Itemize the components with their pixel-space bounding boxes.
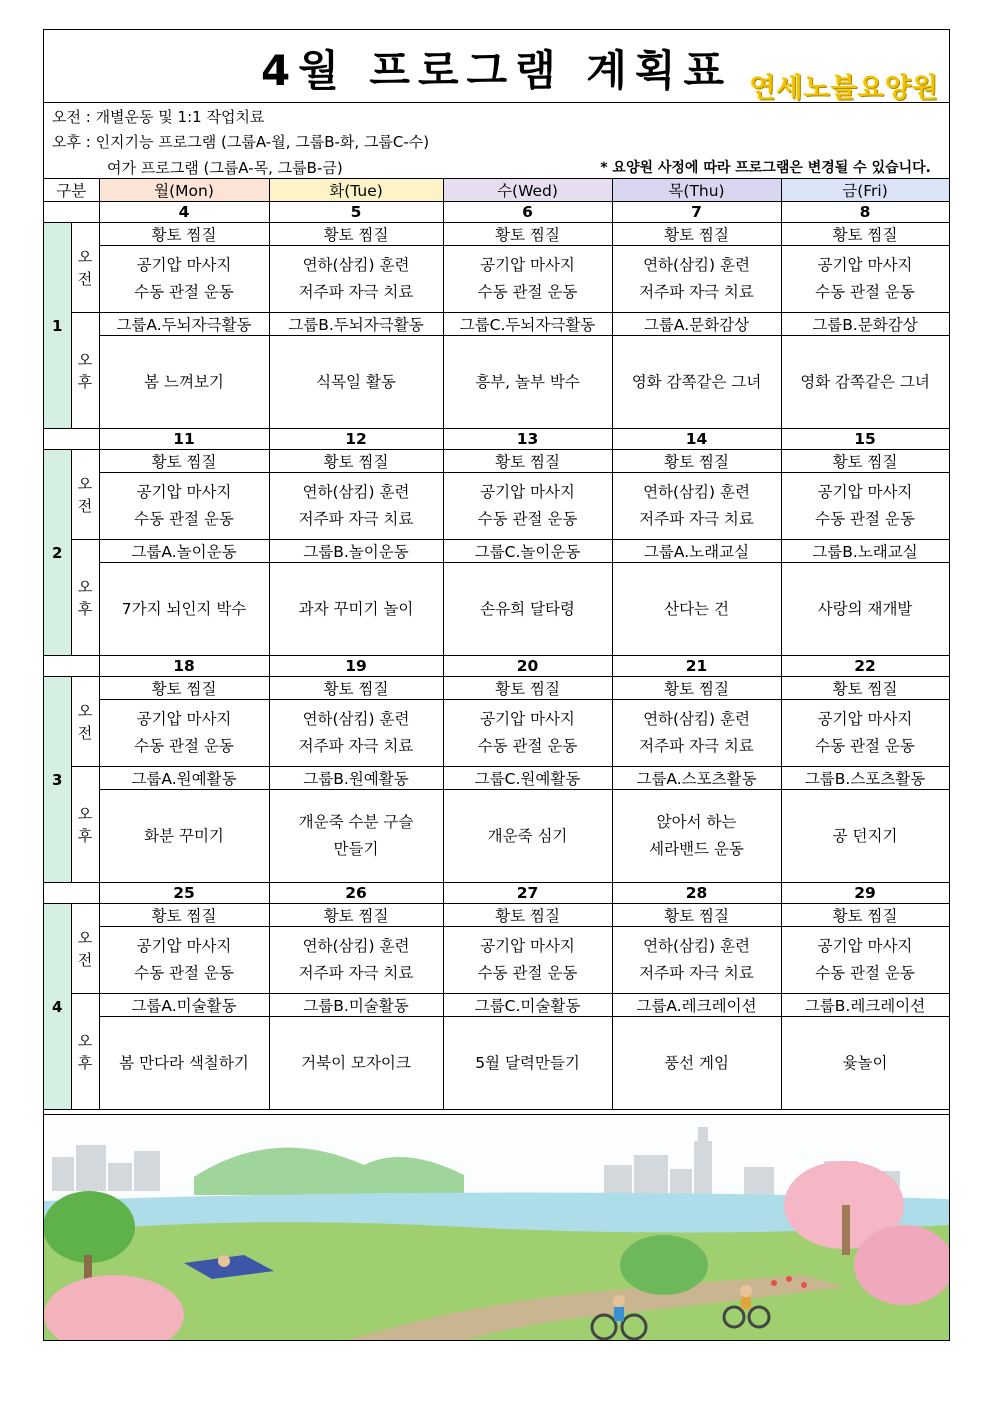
am-top-cell: 황토 찜질: [269, 450, 443, 473]
period-label-am: 오 전: [71, 904, 99, 994]
date-cell: 15: [781, 429, 949, 450]
pm-row-main: [44, 563, 949, 656]
period-label-pm: 오 후: [71, 313, 99, 429]
date-cell: 26: [269, 883, 443, 904]
am-top-cell: 황토 찜질: [269, 904, 443, 927]
pm-group-cell: 그룹A.미술활동: [99, 994, 269, 1017]
pm-group-cell: 그룹A.레크레이션: [612, 994, 781, 1017]
date-cell: 27: [443, 883, 612, 904]
note-am: 오전 : 개별운동 및 1:1 작업치료: [52, 108, 265, 126]
am-row-top: [44, 677, 949, 700]
am-top-cell: 황토 찜질: [612, 450, 781, 473]
pm-row-main: [44, 336, 949, 429]
pm-main-cell: 영화 감쪽같은 그녀: [781, 336, 949, 429]
am-top-cell: 황토 찜질: [781, 450, 949, 473]
pm-main-cell: 7가지 뇌인지 박수: [99, 563, 269, 656]
date-cell: 12: [269, 429, 443, 450]
pm-main-cell: 화분 꾸미기: [99, 790, 269, 883]
am-top-cell: 황토 찜질: [612, 223, 781, 246]
date-cell: 7: [612, 202, 781, 223]
period-label-pm: 오 후: [71, 767, 99, 883]
pm-main-cell: 개운죽 심기: [443, 790, 612, 883]
pm-main-cell: 식목일 활동: [269, 336, 443, 429]
pm-row-group: [44, 313, 949, 336]
title-row: [44, 30, 949, 103]
pm-main-cell: 영화 감쪽같은 그녀: [612, 336, 781, 429]
header-day: 월(Mon): [99, 179, 269, 202]
pm-row-main: [44, 1017, 949, 1110]
am-main-cell: 공기압 마사지 수동 관절 운동: [443, 700, 612, 767]
am-main-cell: 공기압 마사지 수동 관절 운동: [781, 473, 949, 540]
date-cell: 20: [443, 656, 612, 677]
date-cell: 4: [99, 202, 269, 223]
am-main-cell: 공기압 마사지 수동 관절 운동: [99, 927, 269, 994]
pm-group-cell: 그룹A.원예활동: [99, 767, 269, 790]
pm-row-group: [44, 767, 949, 790]
pm-main-cell: 윷놀이: [781, 1017, 949, 1110]
am-top-cell: 황토 찜질: [443, 223, 612, 246]
pm-group-cell: 그룹B.두뇌자극활동: [269, 313, 443, 336]
am-row-top: [44, 223, 949, 246]
date-cell: 29: [781, 883, 949, 904]
week-label: 2: [44, 450, 71, 656]
date-cell: 14: [612, 429, 781, 450]
header-day: 금(Fri): [781, 179, 949, 202]
pm-main-cell: 봄 느껴보기: [99, 336, 269, 429]
pm-group-cell: 그룹C.놀이운동: [443, 540, 612, 563]
am-main-cell: 공기압 마사지 수동 관절 운동: [99, 473, 269, 540]
am-top-cell: 황토 찜질: [781, 223, 949, 246]
date-cell: 6: [443, 202, 612, 223]
am-row-main: [44, 700, 949, 767]
am-top-cell: 황토 찜질: [781, 677, 949, 700]
am-top-cell: 황토 찜질: [443, 450, 612, 473]
date-row: [44, 202, 949, 223]
schedule-document: [43, 29, 950, 1341]
pm-main-cell: 앉아서 하는 세라밴드 운동: [612, 790, 781, 883]
am-top-cell: 황토 찜질: [269, 677, 443, 700]
am-row-main: [44, 927, 949, 994]
date-row: [44, 656, 949, 677]
pm-group-cell: 그룹B.스포츠활동: [781, 767, 949, 790]
pm-main-cell: 풍선 게임: [612, 1017, 781, 1110]
page-title: 4월 프로그램 계획표: [260, 46, 733, 95]
am-main-cell: 연하(삼킴) 훈련 저주파 자극 치료: [612, 246, 781, 313]
period-label-am: 오 전: [71, 677, 99, 767]
pm-main-cell: 개운죽 수분 구슬 만들기: [269, 790, 443, 883]
pm-group-cell: 그룹B.놀이운동: [269, 540, 443, 563]
park-illustration: [44, 1114, 949, 1341]
date-cell: 21: [612, 656, 781, 677]
pm-group-cell: 그룹B.원예활동: [269, 767, 443, 790]
am-top-cell: 황토 찜질: [443, 677, 612, 700]
am-main-cell: 연하(삼킴) 훈련 저주파 자극 치료: [269, 473, 443, 540]
am-main-cell: 공기압 마사지 수동 관절 운동: [443, 246, 612, 313]
pm-main-cell: 산다는 건: [612, 563, 781, 656]
date-cell: 22: [781, 656, 949, 677]
pm-group-cell: 그룹B.미술활동: [269, 994, 443, 1017]
pm-main-cell: 손유희 달타령: [443, 563, 612, 656]
header-gubun: 구분: [44, 179, 99, 202]
pm-row-group: [44, 540, 949, 563]
am-row-main: [44, 473, 949, 540]
date-row-blank: [44, 883, 99, 904]
period-label-pm: 오 후: [71, 540, 99, 656]
date-cell: 19: [269, 656, 443, 677]
pm-main-cell: 사랑의 재개발: [781, 563, 949, 656]
note-pm: 오후 : 인지기능 프로그램 (그룹A-월, 그룹B-화, 그룹C-수): [52, 133, 430, 151]
pm-group-cell: 그룹A.놀이운동: [99, 540, 269, 563]
am-top-cell: 황토 찜질: [612, 677, 781, 700]
pm-group-cell: 그룹C.두뇌자극활동: [443, 313, 612, 336]
am-main-cell: 공기압 마사지 수동 관절 운동: [99, 700, 269, 767]
am-row-top: [44, 450, 949, 473]
week-label: 1: [44, 223, 71, 429]
date-row-blank: [44, 656, 99, 677]
table-header-row: [44, 179, 949, 202]
am-top-cell: 황토 찜질: [781, 904, 949, 927]
pm-group-cell: 그룹B.문화감상: [781, 313, 949, 336]
am-main-cell: 공기압 마사지 수동 관절 운동: [443, 473, 612, 540]
note-leisure: 여가 프로그램 (그룹A-목, 그룹B-금): [107, 159, 343, 177]
am-main-cell: 공기압 마사지 수동 관절 운동: [781, 700, 949, 767]
am-main-cell: 연하(삼킴) 훈련 저주파 자극 치료: [612, 927, 781, 994]
am-top-cell: 황토 찜질: [99, 677, 269, 700]
date-row: [44, 429, 949, 450]
header-day: 화(Tue): [269, 179, 443, 202]
pm-main-cell: 거북이 모자이크: [269, 1017, 443, 1110]
am-main-cell: 공기압 마사지 수동 관절 운동: [443, 927, 612, 994]
date-cell: 18: [99, 656, 269, 677]
program-table: [44, 178, 950, 1110]
am-main-cell: 공기압 마사지 수동 관절 운동: [99, 246, 269, 313]
pm-row-main: [44, 790, 949, 883]
am-main-cell: 공기압 마사지 수동 관절 운동: [781, 246, 949, 313]
am-top-cell: 황토 찜질: [99, 904, 269, 927]
pm-main-cell: 과자 꾸미기 놀이: [269, 563, 443, 656]
pm-group-cell: 그룹B.노래교실: [781, 540, 949, 563]
am-top-cell: 황토 찜질: [99, 223, 269, 246]
date-row: [44, 883, 949, 904]
am-main-cell: 공기압 마사지 수동 관절 운동: [781, 927, 949, 994]
am-main-cell: 연하(삼킴) 훈련 저주파 자극 치료: [269, 700, 443, 767]
am-top-cell: 황토 찜질: [99, 450, 269, 473]
date-cell: 25: [99, 883, 269, 904]
disclaimer: * 요양원 사정에 따라 프로그램은 변경될 수 있습니다.: [600, 160, 931, 176]
date-cell: 5: [269, 202, 443, 223]
pm-group-cell: 그룹A.문화감상: [612, 313, 781, 336]
am-top-cell: 황토 찜질: [612, 904, 781, 927]
date-row-blank: [44, 429, 99, 450]
period-label-pm: 오 후: [71, 994, 99, 1110]
pm-group-cell: 그룹C.미술활동: [443, 994, 612, 1017]
week-label: 4: [44, 904, 71, 1110]
pm-main-cell: 공 던지기: [781, 790, 949, 883]
date-row-blank: [44, 202, 99, 223]
header-day: 수(Wed): [443, 179, 612, 202]
pm-main-cell: 흥부, 놀부 박수: [443, 336, 612, 429]
pm-group-cell: 그룹A.노래교실: [612, 540, 781, 563]
period-label-am: 오 전: [71, 450, 99, 540]
am-top-cell: 황토 찜질: [269, 223, 443, 246]
pm-row-group: [44, 994, 949, 1017]
pm-main-cell: 봄 만다라 색칠하기: [99, 1017, 269, 1110]
am-top-cell: 황토 찜질: [443, 904, 612, 927]
am-main-cell: 연하(삼킴) 훈련 저주파 자극 치료: [612, 700, 781, 767]
date-cell: 11: [99, 429, 269, 450]
am-main-cell: 연하(삼킴) 훈련 저주파 자극 치료: [269, 246, 443, 313]
week-label: 3: [44, 677, 71, 883]
pm-group-cell: 그룹C.원예활동: [443, 767, 612, 790]
am-main-cell: 연하(삼킴) 훈련 저주파 자극 치료: [612, 473, 781, 540]
pm-main-cell: 5월 달력만들기: [443, 1017, 612, 1110]
date-cell: 13: [443, 429, 612, 450]
am-main-cell: 연하(삼킴) 훈련 저주파 자극 치료: [269, 927, 443, 994]
am-row-main: [44, 246, 949, 313]
date-cell: 28: [612, 883, 781, 904]
pm-group-cell: 그룹B.레크레이션: [781, 994, 949, 1017]
am-row-top: [44, 904, 949, 927]
period-label-am: 오 전: [71, 223, 99, 313]
spring-park-image: [44, 1115, 949, 1341]
pm-group-cell: 그룹A.두뇌자극활동: [99, 313, 269, 336]
header-day: 목(Thu): [612, 179, 781, 202]
pm-group-cell: 그룹A.스포츠활동: [612, 767, 781, 790]
org-name-logo: 연세노블요양원: [749, 73, 939, 104]
date-cell: 8: [781, 202, 949, 223]
